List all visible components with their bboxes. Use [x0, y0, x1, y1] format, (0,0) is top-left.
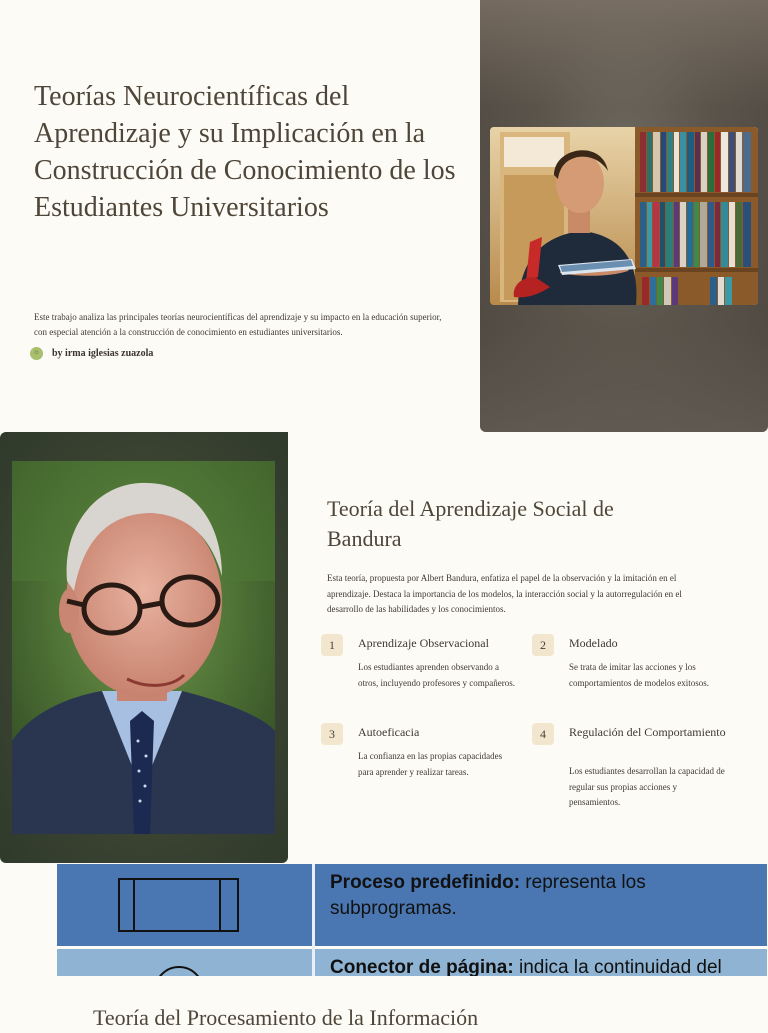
bandura-image-panel: [0, 432, 288, 863]
section-title-info-processing: Teoría del Procesamiento de la Información: [93, 1005, 479, 1030]
predefined-process-label: Proceso predefinido: representa los subprogramas.: [330, 872, 646, 919]
hero-section: [0, 0, 768, 432]
author-avatar: ☺: [30, 347, 43, 360]
concept-number: 1: [321, 634, 343, 656]
concept-title: Regulación del Comportamiento: [569, 725, 726, 739]
column-divider: [312, 864, 315, 976]
bandura-intro: Esta teoría, propuesta por Albert Bandura, enfatiza el papel de la observación y la imitación en el aprendizaje. Destaca la importancia de los modelos, la interacción social y la autorregulación en el desarrollo de las habilidades y los conocimientos.: [327, 573, 682, 614]
page-title: Teorías Neurocientíficas del Aprendizaje y su Implicación en la Construcción de Conocimiento de los Estudiantes Universitarios: [34, 81, 456, 223]
student-library-photo: [490, 127, 758, 305]
hero-description: Este trabajo analiza las principales teorías neurocientíficas del aprendizaje y su impacto en la educación superior, con especial atención a la construcción de conocimiento en estudiantes universitarios.: [34, 312, 442, 337]
section-title-bandura: Teoría del Aprendizaje Social de Bandura: [327, 496, 614, 551]
concept-title: Modelado: [569, 636, 618, 650]
concept-text: La confianza en las propias capacidades para aprender y realizar tareas.: [358, 751, 503, 777]
concept-number: 4: [532, 723, 554, 745]
author-line: [30, 345, 153, 361]
concept-title: Autoeficacia: [358, 725, 420, 739]
albert-bandura-portrait: [12, 461, 275, 834]
page-connector-label: Conector de página: indica la continuidad del: [330, 957, 722, 976]
concept-title: Aprendizaje Observacional: [358, 636, 489, 650]
concept-number: 3: [321, 723, 343, 745]
flowchart-symbols-table: [57, 864, 767, 976]
concept-number: 2: [532, 634, 554, 656]
author-name: by irma iglesias zuazola: [52, 347, 154, 359]
concept-text: Los estudiantes aprenden observando a otros, incluyendo profesores y compañeros.: [358, 662, 515, 688]
concept-text: Los estudiantes desarrollan la capacidad de regular sus propias acciones y pensamientos.: [569, 766, 725, 807]
predefined-process-symbol-icon: [118, 878, 239, 932]
concept-text: Se trata de imitar las acciones y los comportamientos de modelos exitosos.: [569, 662, 709, 688]
hero-image-panel: [480, 0, 768, 432]
